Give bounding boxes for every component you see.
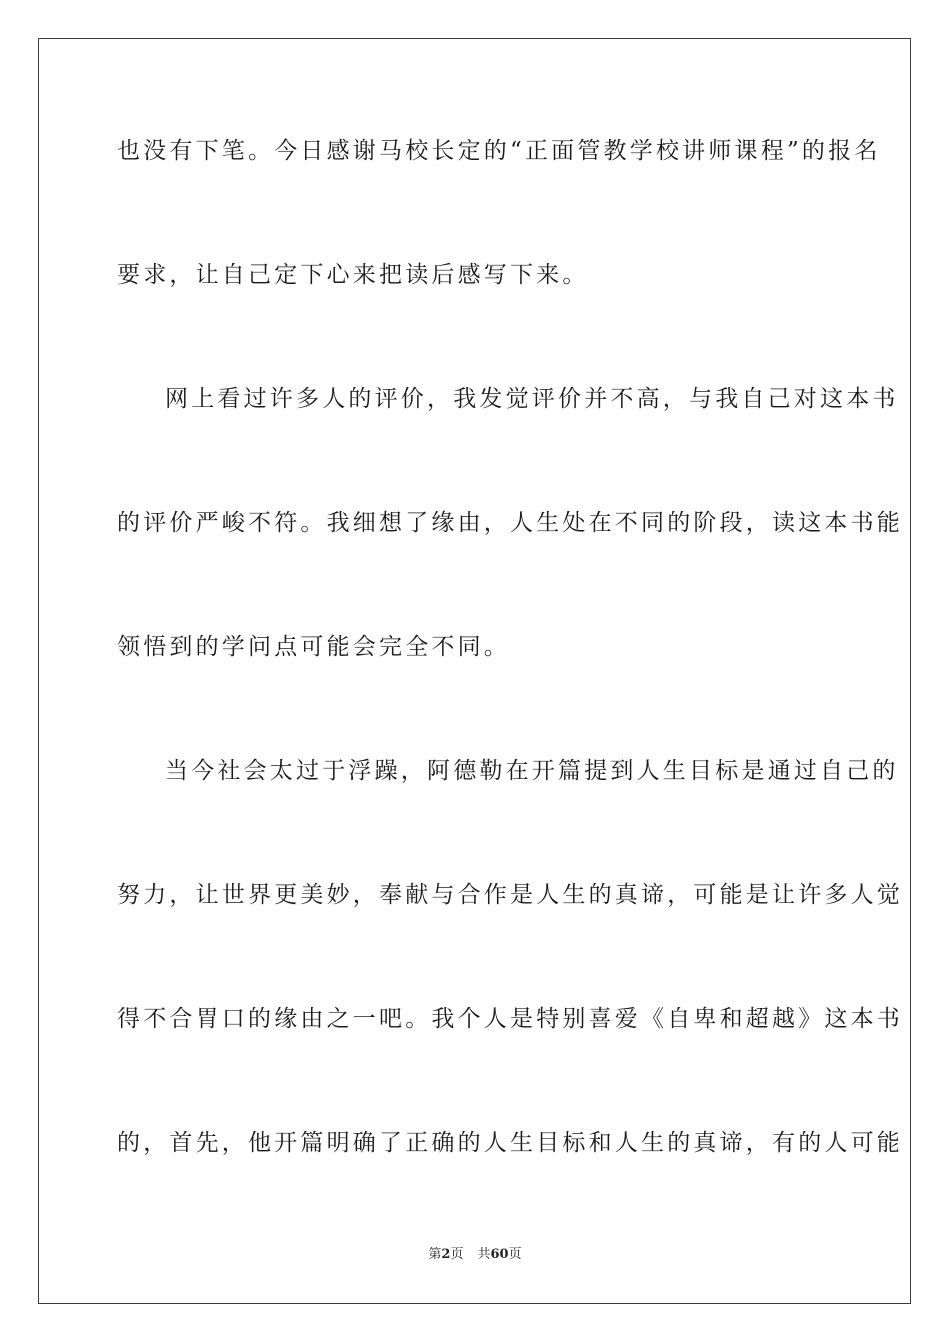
- footer-total-suffix: 页: [508, 1247, 522, 1262]
- text-line-4: 的评价严峻不符。我细想了缘由，人生处在不同的阶段，读这本书能: [117, 510, 903, 536]
- text-line-2: 要求，让自己定下心来把读后感写下来。: [117, 262, 589, 288]
- page-border: [38, 38, 911, 1304]
- text-line-3: 网上看过许多人的评价，我发觉评价并不高，与我自己对这本书: [165, 386, 899, 412]
- footer-page-suffix: 页: [450, 1247, 464, 1262]
- text-line-1: 也没有下笔。今日感谢马校长定的“正面管教学校讲师课程”的报名: [117, 138, 881, 164]
- text-line-7: 努力，让世界更美妙，奉献与合作是人生的真谛，可能是让许多人觉: [117, 882, 903, 908]
- page-footer: [0, 1246, 950, 1264]
- footer-page-number: 2: [441, 1247, 451, 1262]
- text-line-6: 当今社会太过于浮躁，阿德勒在开篇提到人生目标是通过自己的: [165, 758, 899, 784]
- footer-page-prefix: 第: [428, 1247, 442, 1262]
- footer-total-pages: 60: [490, 1247, 509, 1262]
- text-line-8: 得不合胃口的缘由之一吧。我个人是特别喜爱《自卑和超越》这本书: [117, 1006, 903, 1032]
- text-line-5: 领悟到的学问点可能会完全不同。: [117, 634, 510, 660]
- footer-total-prefix: 共: [477, 1247, 491, 1262]
- text-line-9: 的，首先，他开篇明确了正确的人生目标和人生的真谛，有的人可能: [117, 1130, 903, 1156]
